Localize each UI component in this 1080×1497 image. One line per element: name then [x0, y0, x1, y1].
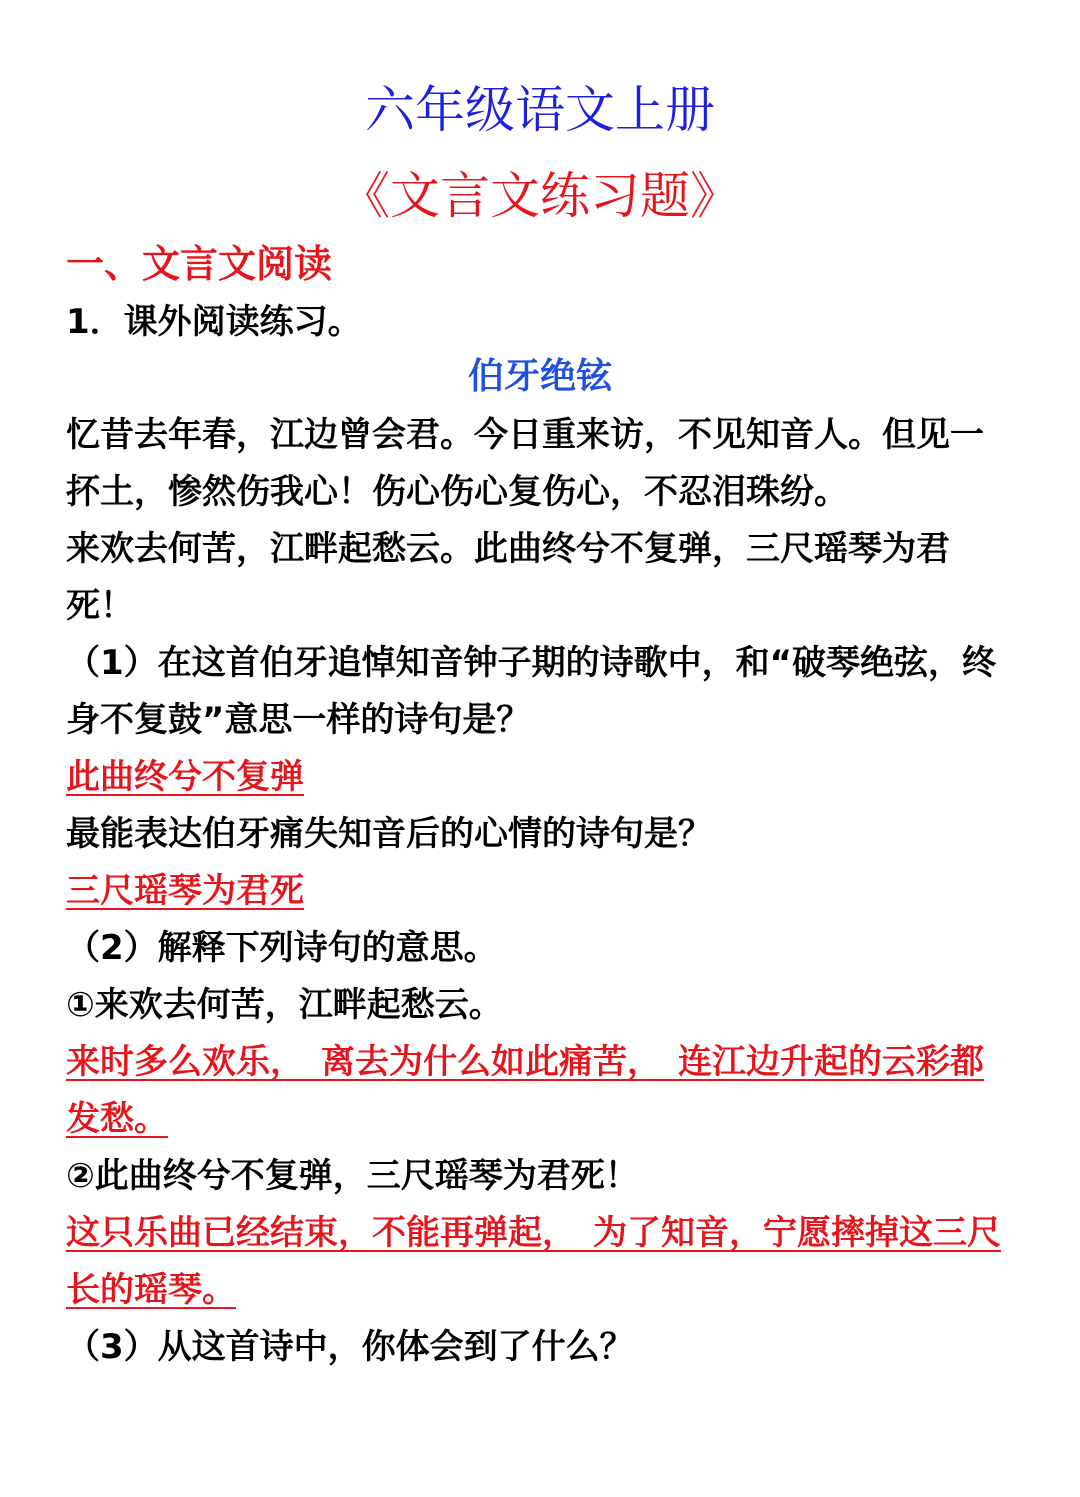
sub-question-2: （2）解释下列诗句的意思。 — [66, 928, 498, 968]
document-title: 六年级语文上册 — [365, 81, 715, 139]
sub-question-2-item-2: ②此曲终兮不复弹，三尺瑶琴为君死！ — [66, 1156, 639, 1196]
sub-question-3: （3）从这首诗中，你体会到了什么？ — [66, 1327, 634, 1367]
poem-title: 伯牙绝铉 — [467, 356, 612, 397]
section-heading: 一、文言文阅读 — [66, 242, 333, 286]
answer-1 — [66, 749, 1016, 806]
question-1: 1．课外阅读练习。 — [66, 302, 362, 342]
answer-2-2 — [66, 1205, 1016, 1319]
sub-question-1: （1）在这首伯牙追悼知音钟子期的诗歌中，和“破琴绝弦，终身不复鼓”意思一样的诗句是？ — [66, 643, 997, 740]
answer-1b-text: 三尺瑶琴为君死 — [66, 871, 304, 911]
sub-question-1b: 最能表达伯牙痛失知音后的心情的诗句是？ — [66, 814, 712, 854]
answer-1-text: 此曲终兮不复弹 — [66, 757, 304, 797]
document-subtitle: 《文言文练习题》 — [340, 167, 740, 225]
poem-stanza-2: 来欢去何苦，江畔起愁云。此曲终兮不复弹，三尺瑶琴为君死！ — [66, 529, 950, 626]
poem-stanza-1: 忆昔去年春，江边曾会君。今日重来访，不见知音人。但见一抔土，惨然伤我心！伤心伤心复伤心，不忍泪珠纷。 — [66, 415, 984, 512]
answer-2-1-text: 来时多么欢乐， 离去为什么如此痛苦， 连江边升起的云彩都发愁。 — [66, 1042, 984, 1139]
sub-question-2-item-1: ①来欢去何苦，江畔起愁云。 — [66, 985, 503, 1025]
answer-1b — [66, 863, 1016, 920]
worksheet-content — [66, 407, 1016, 1376]
answer-2-2-text: 这只乐曲已经结束，不能再弹起， 为了知音，宁愿摔掉这三尺长的瑶琴。 — [66, 1213, 1001, 1310]
answer-2-1 — [66, 1034, 1016, 1148]
